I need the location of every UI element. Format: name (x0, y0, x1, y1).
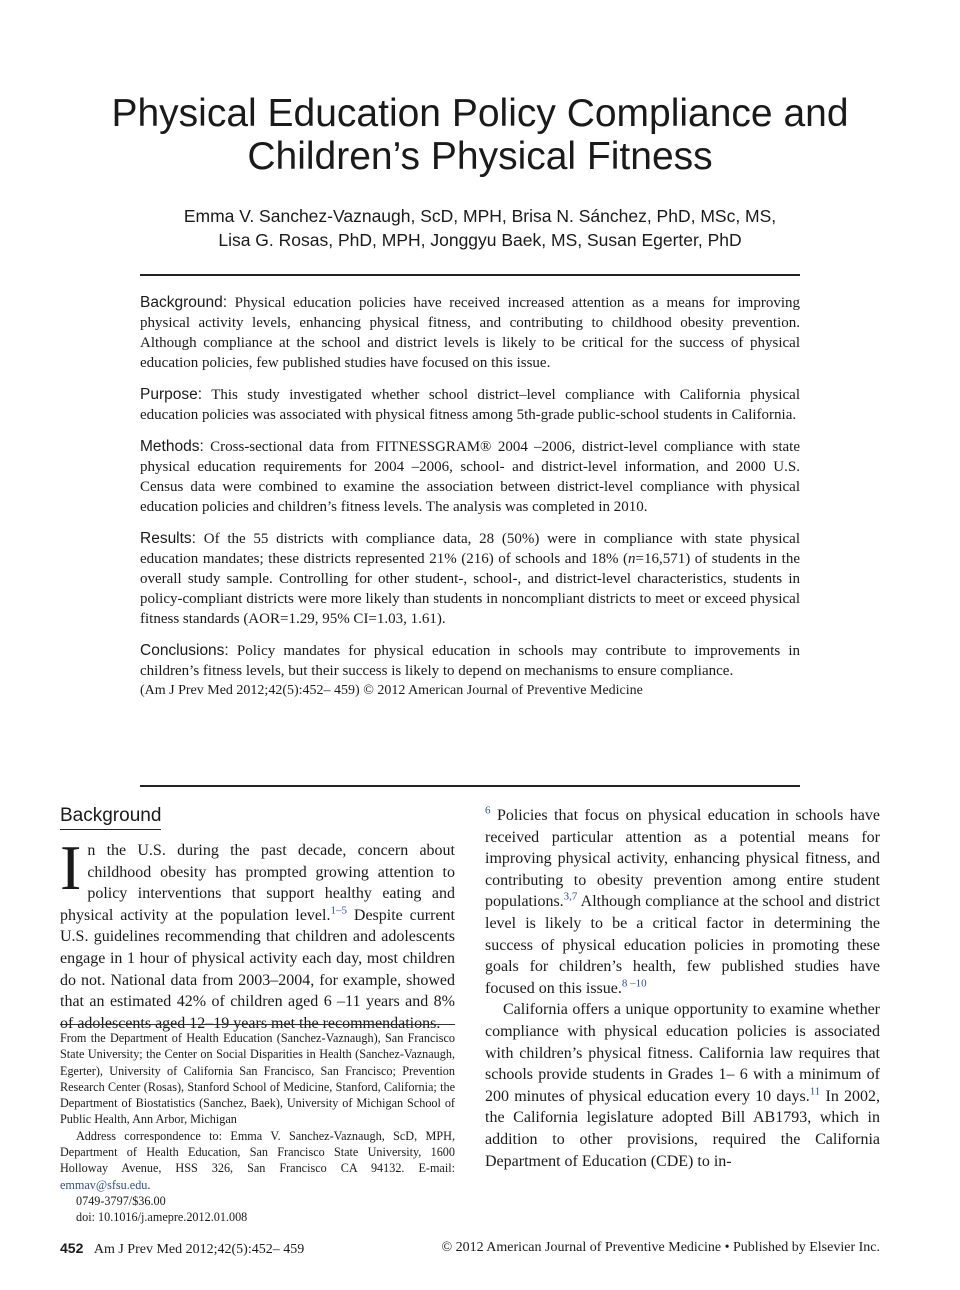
title-line-2: Children’s Physical Fitness (247, 135, 713, 178)
email-link[interactable]: emmav@sfsu.edu (60, 1177, 148, 1192)
abstract-conclusions-label: Conclusions: (140, 642, 229, 659)
footer-bullet: • (724, 1240, 730, 1255)
abstract-methods-text: Cross-sectional data from FITNESSGRAM® 2004 –2006, district-level compliance with state physical education requirements for 2004 –2006, school- and district-level information, and 2000 U.S. Census data were combined to examine the association between district-level compliance with physical education policies and children’s fitness levels. The analysis was completed in 2010. (140, 439, 800, 515)
abstract-results (140, 529, 800, 629)
footnote-doi: doi: 10.1016/j.amepre.2012.01.008 (76, 1210, 248, 1225)
author-list (60, 204, 900, 252)
body-p1-text-b: Despite current U.S. guidelines recommending that children and adolescents engage in 1 hour of physical activity each day, most children do not. National data from 2003–2004, for example, showed that an estimated 42% of children aged 6 –11 years and 8% of adolescents aged 12–19 years met the recommendations. (60, 906, 455, 1032)
abstract (140, 293, 800, 713)
reference-link[interactable]: 6 (485, 804, 491, 817)
page-number: 452 (60, 1240, 84, 1256)
abstract-background-label: Background: (140, 294, 228, 311)
abstract-results-n: n (628, 551, 636, 567)
footnote (60, 1030, 455, 1226)
abstract-results-text-a: Of the 55 districts with compliance data, 28 (50%) were in compliance with state physical education mandates; these districts represented 21% (216) of schools and 18% ( (140, 531, 800, 567)
page-footer (60, 1238, 880, 1260)
authors-line-2: Lisa G. Rosas, PhD, MPH, Jonggyu Baek, MS, Susan Egerter, PhD (218, 230, 742, 250)
drop-cap: I (60, 832, 82, 903)
body-column-left (60, 803, 455, 1034)
abstract-purpose-text: This study investigated whether school district–level compliance with California physical education policies was associated with physical fitness among 5th-grade public-school students in California. (140, 387, 800, 423)
body-p1-text-a: n the U.S. during the past decade, concern about childhood obesity has prompted growing attention to policy interventions that support healthy eating and physical activity at the population level. (60, 842, 455, 924)
footer-publisher: Published by Elsevier Inc. (733, 1240, 880, 1255)
body-p1-text-d: Although compliance at the school and district level is likely to be a critical factor in determining the success of physical education policies in promoting these goals for children’s health, few published studies have focused on this issue. (485, 893, 880, 997)
body-p2-text-b: In 2002, the California legislature adopted Bill AB1793, which in addition to other provisions, required the California Department of Education (CDE) to in- (485, 1087, 881, 1170)
reference-link[interactable]: 1–5 (330, 904, 347, 917)
abstract-conclusions (140, 641, 800, 701)
footer-journal-ref: Am J Prev Med 2012;42(5):452– 459 (93, 1242, 305, 1257)
abstract-bottom-rule (140, 785, 800, 787)
abstract-purpose-label: Purpose: (140, 386, 203, 403)
abstract-results-text-b: =16,571) of students in the overall study sample. Controlling for other student-, school-, and district-level characteristics, students in policy-compliant districts were more likely than students in noncompliant districts to meet or exceed physical fitness standards (AOR=1.29, 95% CI=1.03, 1.61). (140, 551, 800, 627)
reference-link[interactable]: 11 (809, 1085, 821, 1098)
footer-right (441, 1238, 880, 1258)
abstract-results-label: Results: (140, 530, 196, 547)
authors-line-1: Emma V. Sanchez-Vaznaugh, ScD, MPH, Brisa N. Sánchez, PhD, MSc, MS, (183, 206, 777, 226)
footer-copyright: © 2012 American Journal of Preventive Medicine (441, 1240, 722, 1255)
reference-link[interactable]: 3,7 (563, 891, 578, 904)
body-p2-text-a: California offers a unique opportunity to examine whether compliance with physical education policies is associated with children’s physical fitness. California law requires that schools provide students in Grades 1– 6 with a minimum of 200 minutes of physical education every 10 days. (485, 1001, 880, 1105)
abstract-top-rule (140, 274, 800, 276)
abstract-methods (140, 437, 800, 517)
abstract-methods-label: Methods: (140, 438, 204, 455)
footnote-address-end: . (147, 1177, 151, 1192)
body-paragraph-1-start (60, 832, 455, 1034)
body-column-right (485, 805, 880, 1172)
footnote-address (60, 1128, 455, 1193)
abstract-background-text: Physical education policies have received increased attention as a means for improving physical activity levels, enhancing physical fitness, and contributing to childhood obesity prevention. Although compliance at the school and district levels is likely to be critical for the success of physical education policies, few published studies have focused on this issue. (140, 295, 800, 371)
body-paragraph-1-continued (485, 805, 880, 999)
footnote-rule (60, 1024, 455, 1025)
footnote-affiliation: From the Department of Health Education (Sanchez-Vaznaugh), San Francisco State University; the Center on Social Disparities in Health (Sanchez-Vaznaugh, Egerter), University of California San Francisco, San Francisco; Prevention Research Center (Rosas), Stanford School of Medicine, Stanford, California; the Department of Biostatistics (Sanchez, Baek), University of Michigan School of Public Health, Ann Arbor, Michigan (60, 1031, 455, 1127)
abstract-conclusions-text: Policy mandates for physical education in schools may contribute to improvements in children’s fitness levels, but their success is likely to depend on mechanisms to ensure compliance. (140, 643, 800, 679)
footnote-issn: 0749-3797/$36.00 (76, 1193, 166, 1208)
abstract-citation: (Am J Prev Med 2012;42(5):452– 459) © 2012 American Journal of Preventive Medicine (140, 683, 643, 698)
article-title (60, 92, 900, 178)
section-heading-background: Background (60, 803, 161, 830)
reference-link[interactable]: 8 –10 (621, 977, 647, 990)
title-line-1: Physical Education Policy Compliance and (111, 92, 849, 135)
body-p1-text-c: Policies that focus on physical education in schools have received particular attention as a potential means for improving physical activity, enhancing physical fitness, and contributing to obesity prevention among entire student populations. (485, 807, 880, 911)
abstract-background (140, 293, 800, 373)
footnote-address-text: Address correspondence to: Emma V. Sanchez-Vaznaugh, ScD, MPH, Department of Health Education, San Francisco State University, 1600 Holloway Avenue, HSS 326, San Francisco CA 94132. E-mail: (60, 1128, 455, 1176)
body-paragraph-2 (485, 999, 880, 1172)
abstract-purpose (140, 385, 800, 425)
